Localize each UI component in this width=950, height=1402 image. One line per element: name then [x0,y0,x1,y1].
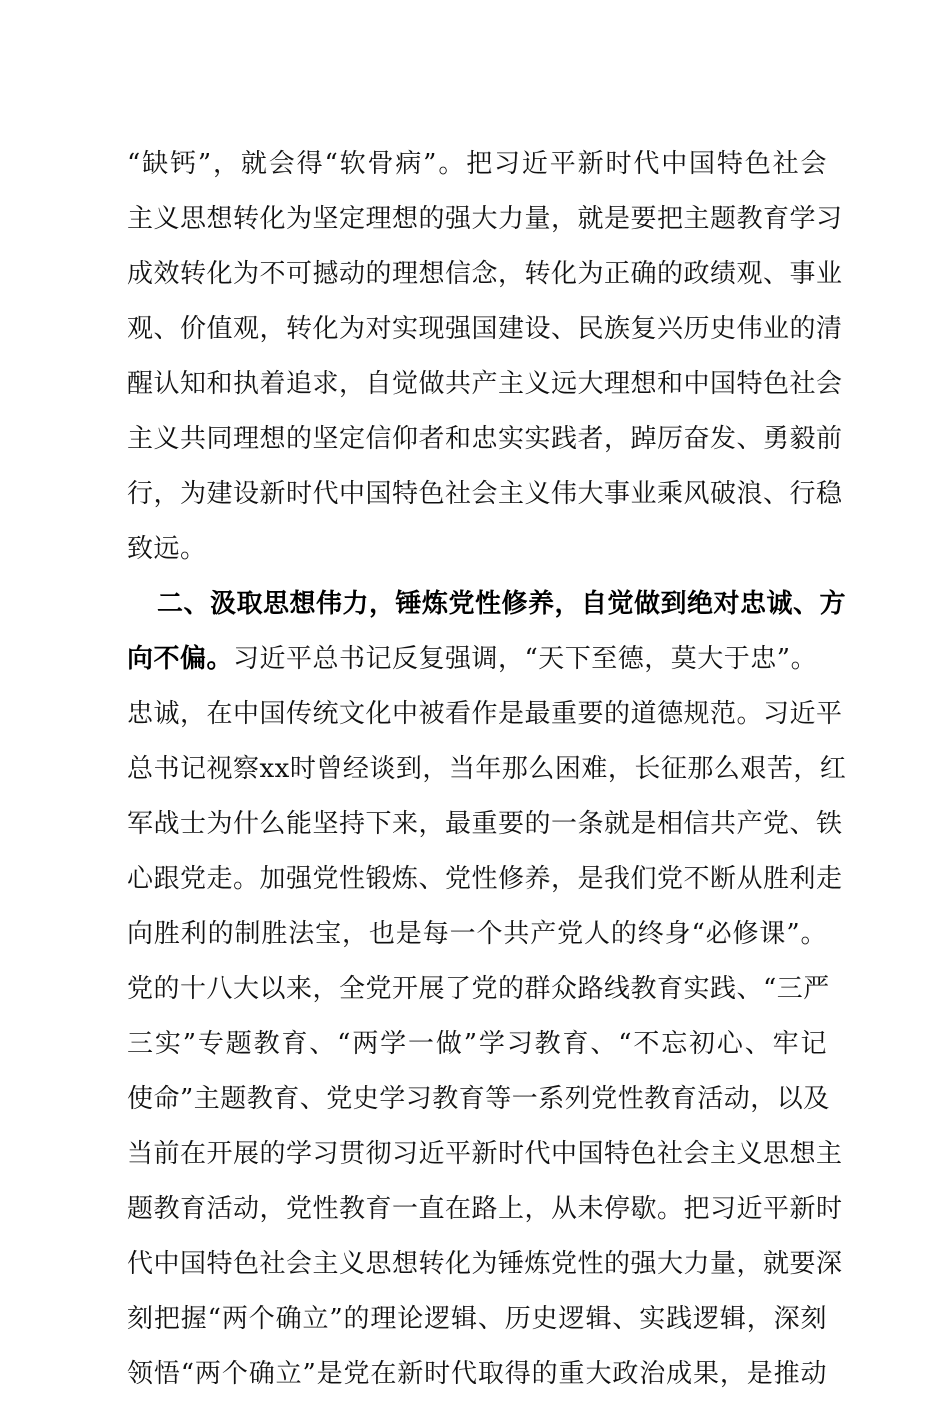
text-line [127,632,827,687]
text-line: 党的十八大以来，全党开展了党的群众路线教育实践、“三严 [127,974,830,1004]
text-line: 心跟党走。加强党性锻炼、党性修养，是我们党不断从胜利走 [127,864,843,894]
section-heading-line [127,577,847,632]
text-line: 观、价值观，转化为对实现强国建设、民族复兴历史伟业的清 [127,314,843,344]
text-line: 主义思想转化为坚定理想的强大力量，就是要把主题教育学习 [127,204,843,234]
text-line: 题教育活动，党性教育一直在路上，从未停歇。把习近平新时 [127,1194,843,1224]
text-line: “缺钙”，就会得“软骨病”。把习近平新时代中国特色社会 [127,149,827,179]
paragraph-2 [127,577,847,1402]
text-line: 使命”主题教育、党史学习教育等一系列党性教育活动，以及 [127,1084,830,1114]
text-line: 主义共同理想的坚定信仰者和忠实实践者，踔厉奋发、勇毅前 [127,424,843,454]
text-line: 三实”专题教育、“两学一做”学习教育、“不忘初心、牢记 [127,1029,827,1059]
text-line: 行，为建设新时代中国特色社会主义伟大事业乘风破浪、行稳 [127,479,843,509]
section-heading-continued: 向不偏。 [127,644,234,674]
text-line: 刻把握“两个确立”的理论逻辑、历史逻辑、实践逻辑，深刻 [127,1304,827,1334]
text-line: 当前在开展的学习贯彻习近平新时代中国特色社会主义思想主 [127,1139,843,1169]
section-heading: 二、汲取思想伟力，锤炼党性修养，自觉做到绝对忠诚、方 [157,589,847,619]
text-line: 军战士为什么能坚持下来，最重要的一条就是相信共产党、铁 [127,809,843,839]
text-line: 向胜利的制胜法宝，也是每一个共产党人的终身“必修课”。 [127,919,827,949]
text-line: 代中国特色社会主义思想转化为锤炼党性的强大力量，就要深 [127,1249,843,1279]
body-text [127,137,847,1402]
text-line: 总书记视察xx时曾经谈到，当年那么困难，长征那么艰苦，红 [127,754,847,784]
text-line: 致远。 [127,534,207,564]
text-line: 醒认知和执着追求，自觉做共产主义远大理想和中国特色社会 [127,369,843,399]
text-line: 忠诚，在中国传统文化中被看作是最重要的道德规范。习近平 [127,699,843,729]
paragraph-1 [127,137,843,577]
text-line: 领悟“两个确立”是党在新时代取得的重大政治成果，是推动 [127,1359,827,1389]
text-run: 习近平总书记反复强调，“天下至德，莫大于忠”。 [233,644,818,674]
text-line: 成效转化为不可撼动的理想信念，转化为正确的政绩观、事业 [127,259,843,289]
